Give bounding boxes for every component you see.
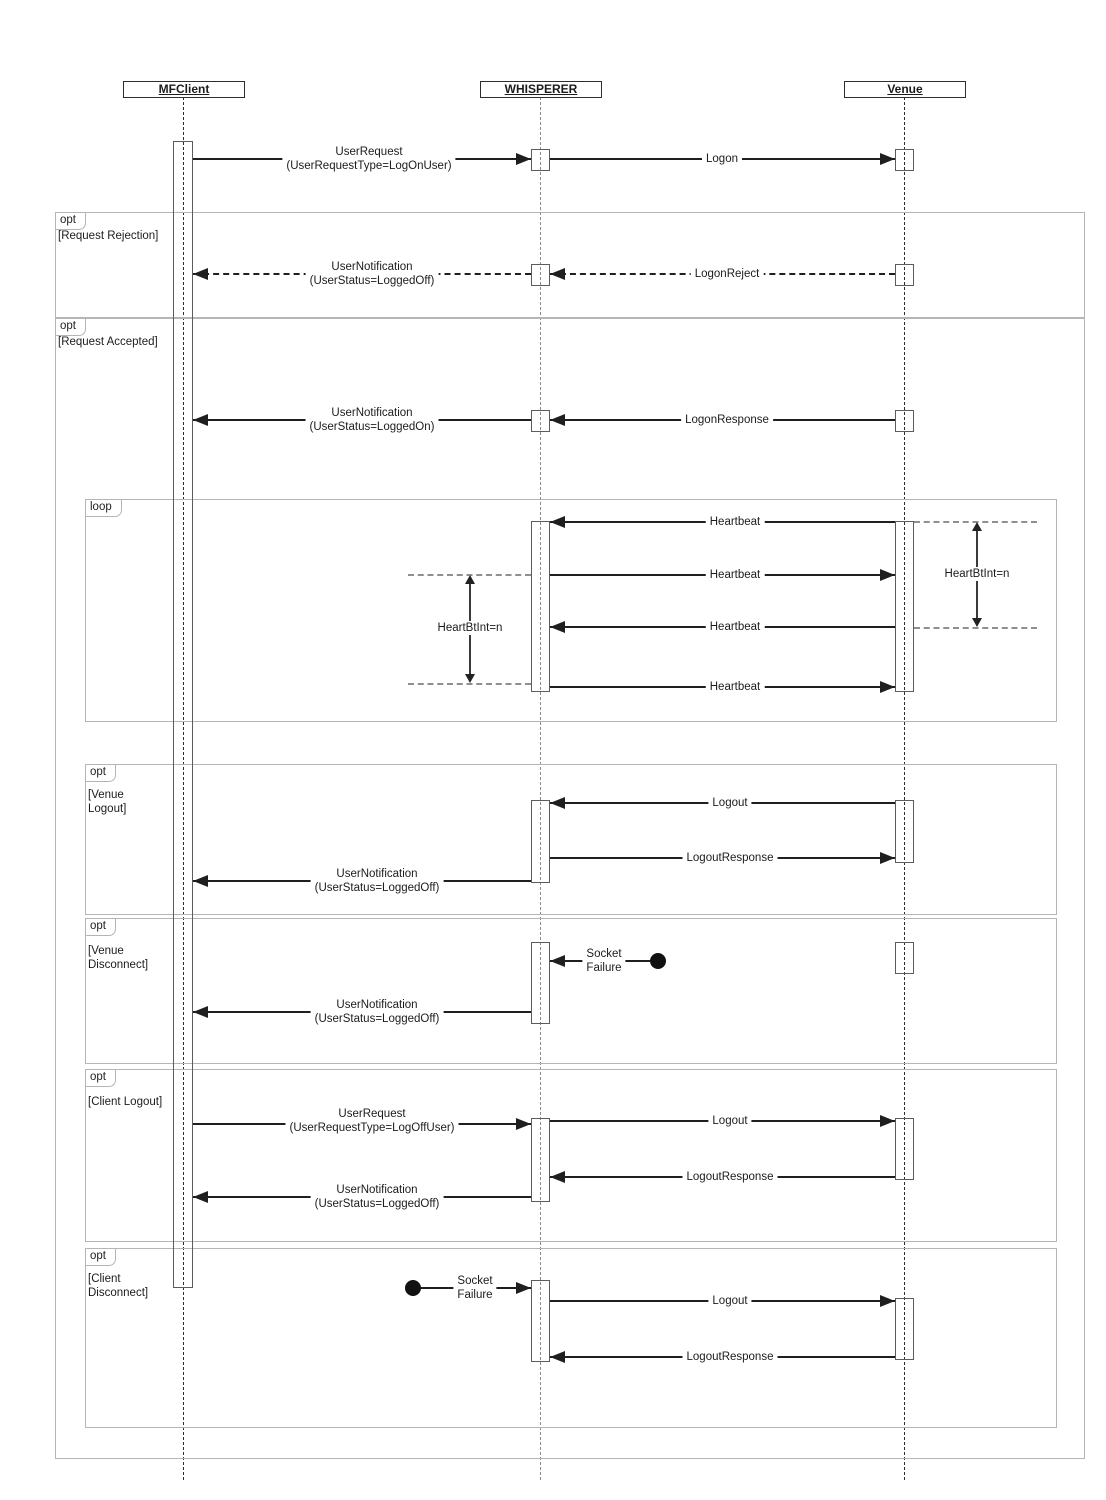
- activation-venue: [895, 410, 914, 432]
- arrowhead-left-icon: [550, 414, 565, 426]
- activation-whisperer: [531, 800, 550, 883]
- activation-whisperer: [531, 521, 550, 692]
- arrowhead-up-icon: [972, 522, 982, 531]
- message-label-socket-failure: [453, 1274, 496, 1302]
- label-line: UserRequest: [335, 146, 403, 158]
- arrowhead-right-icon: [516, 1118, 531, 1130]
- activation-venue: [895, 1118, 914, 1180]
- participant-mfclient: MFClient: [123, 81, 245, 98]
- label-line: Socket: [586, 948, 622, 960]
- arrowhead-left-icon: [550, 268, 565, 280]
- message-label-user-request-logoff: [285, 1107, 458, 1135]
- message-label-logon-reject: LogonReject: [691, 267, 764, 281]
- label-line: (UserStatus=LoggedOn): [309, 421, 435, 433]
- guard-client-disconnect: [88, 1272, 148, 1300]
- arrowhead-right-icon: [880, 1295, 895, 1307]
- label-line: (UserStatus=LoggedOff): [309, 275, 435, 287]
- arrowhead-right-icon: [880, 681, 895, 693]
- label-line: UserNotification: [336, 1184, 418, 1196]
- message-label-socket-failure: [582, 947, 625, 975]
- message-label-user-request-logon: [282, 145, 455, 173]
- label-line: UserRequest: [338, 1108, 406, 1120]
- message-label-logout-response: LogoutResponse: [683, 1350, 778, 1364]
- label-line: (UserRequestType=LogOffUser): [289, 1122, 455, 1134]
- arrowhead-left-icon: [550, 797, 565, 809]
- fragment-tab-opt: opt: [56, 319, 86, 336]
- arrowhead-right-icon: [880, 1115, 895, 1127]
- label-line: UserNotification: [336, 868, 418, 880]
- message-label-heartbeat: Heartbeat: [706, 568, 765, 582]
- activation-whisperer: [531, 149, 550, 171]
- arrowhead-right-icon: [880, 852, 895, 864]
- arrowhead-left-icon: [193, 414, 208, 426]
- guard-venue-disconnect: [88, 944, 148, 972]
- participant-whisperer: WHISPERER: [480, 81, 602, 98]
- arrowhead-left-icon: [193, 1191, 208, 1203]
- label-line: (UserStatus=LoggedOff): [314, 1198, 440, 1210]
- interval-dash-line: [408, 683, 531, 685]
- label-line: Socket: [457, 1275, 493, 1287]
- arrowhead-right-icon: [880, 153, 895, 165]
- label-line: (UserStatus=LoggedOff): [314, 882, 440, 894]
- arrowhead-right-icon: [516, 153, 531, 165]
- activation-venue: [895, 264, 914, 286]
- message-label-heartbeat: Heartbeat: [706, 680, 765, 694]
- arrowhead-left-icon: [550, 955, 565, 967]
- fragment-tab-opt: opt: [56, 213, 86, 230]
- message-label-user-notification-loggedoff: [311, 867, 444, 895]
- fragment-tab-opt: opt: [86, 919, 116, 936]
- message-label-user-notification-loggedoff: [311, 1183, 444, 1211]
- arrowhead-down-icon: [465, 674, 475, 683]
- activation-whisperer: [531, 942, 550, 1024]
- arrowhead-left-icon: [550, 621, 565, 633]
- message-label-logon-response: LogonResponse: [681, 413, 773, 427]
- activation-venue: [895, 149, 914, 171]
- fragment-tab-opt: opt: [86, 765, 116, 782]
- label-line: UserNotification: [336, 999, 418, 1011]
- message-label-logout: Logout: [708, 1114, 751, 1128]
- message-label-heartbeat: Heartbeat: [706, 515, 765, 529]
- label-line: (UserStatus=LoggedOff): [314, 1013, 440, 1025]
- arrowhead-left-icon: [193, 268, 208, 280]
- arrowhead-left-icon: [550, 1171, 565, 1183]
- message-label-logout: Logout: [708, 1294, 751, 1308]
- activation-venue: [895, 1298, 914, 1360]
- message-label-user-notification-loggedoff: [311, 998, 444, 1026]
- message-label-user-notification-loggedoff: [306, 260, 439, 288]
- message-label-logon: Logon: [702, 152, 742, 166]
- guard-line: [Venue: [88, 789, 124, 801]
- fragment-tab-opt: opt: [86, 1070, 116, 1087]
- found-message-dot-icon: [650, 953, 666, 969]
- interval-label-heartbtint: HeartBtInt=n: [941, 567, 1014, 581]
- found-message-dot-icon: [405, 1280, 421, 1296]
- message-label-logout-response: LogoutResponse: [683, 1170, 778, 1184]
- activation-mfclient: [173, 141, 193, 1288]
- guard-request-accepted: [Request Accepted]: [58, 336, 158, 348]
- fragment-venue-disconnect: [85, 918, 1057, 1064]
- label-line: (UserRequestType=LogOnUser): [286, 160, 452, 172]
- interval-label-heartbtint: HeartBtInt=n: [434, 621, 507, 635]
- arrowhead-down-icon: [972, 618, 982, 627]
- activation-whisperer: [531, 1118, 550, 1202]
- label-line: Failure: [457, 1289, 493, 1301]
- activation-venue: [895, 942, 914, 974]
- arrowhead-up-icon: [465, 575, 475, 584]
- label-line: Failure: [586, 962, 622, 974]
- message-label-user-notification-loggedon: [306, 406, 439, 434]
- arrowhead-left-icon: [193, 875, 208, 887]
- guard-client-logout: [Client Logout]: [88, 1096, 163, 1108]
- label-line: UserNotification: [331, 261, 413, 273]
- activation-whisperer: [531, 264, 550, 286]
- guard-line: Disconnect]: [88, 1287, 149, 1299]
- arrowhead-right-icon: [880, 569, 895, 581]
- activation-venue: [895, 800, 914, 863]
- arrowhead-right-icon: [516, 1282, 531, 1294]
- guard-venue-logout: [88, 788, 126, 816]
- fragment-tab-loop: loop: [86, 500, 122, 517]
- activation-whisperer: [531, 1280, 550, 1362]
- guard-line: [Client: [88, 1273, 121, 1285]
- interval-dash-line: [914, 627, 1037, 629]
- fragment-tab-opt: opt: [86, 1249, 116, 1266]
- label-line: UserNotification: [331, 407, 413, 419]
- arrowhead-left-icon: [193, 1006, 208, 1018]
- guard-request-rejection: [Request Rejection]: [58, 230, 159, 242]
- fragment-request-rejection: [55, 212, 1085, 318]
- arrowhead-left-icon: [550, 1351, 565, 1363]
- participant-venue: Venue: [844, 81, 966, 98]
- message-label-heartbeat: Heartbeat: [706, 620, 765, 634]
- arrowhead-left-icon: [550, 516, 565, 528]
- guard-line: [Venue: [88, 945, 124, 957]
- guard-line: Disconnect]: [88, 959, 149, 971]
- activation-venue: [895, 521, 914, 692]
- message-label-logout-response: LogoutResponse: [683, 851, 778, 865]
- activation-whisperer: [531, 410, 550, 432]
- message-label-logout: Logout: [708, 796, 751, 810]
- guard-line: Logout]: [88, 803, 127, 815]
